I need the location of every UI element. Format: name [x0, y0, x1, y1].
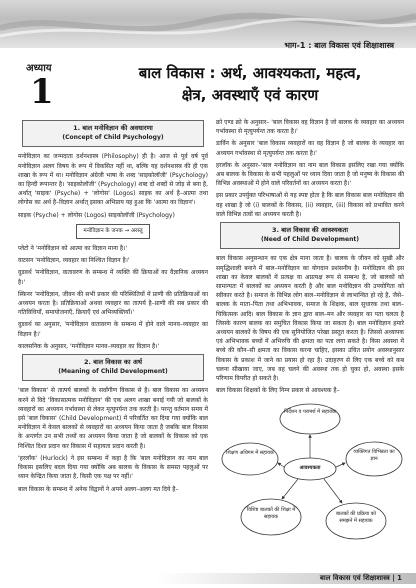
paragraph: 'हरलॉक' (Hurlock) ने इस सम्बन्ध में कहा है कि 'बाल मनोविज्ञान का नाम बाल विकास इसलिए बदल दिया गया क्योंकि अब बालक के विकास के समस्त पहलुओं पर ध्यान केन्द्रित किया जाता है, किसी एक पक्ष पर नहीं।' — [18, 454, 208, 481]
paragraph: बाल विकास शिक्षकों के लिए निम्न प्रकार से आवश्यक है– — [216, 387, 340, 395]
diagram-node: निर्देशन व परामर्श में सहायक — [284, 409, 336, 416]
diagram-node: बालकों की प्रक्रिया को समझने में सहायक — [336, 511, 376, 524]
paragraph: वाटसन 'मनोविज्ञान, व्यवहार का निश्चित विज्ञान है।' — [18, 257, 130, 265]
header-decoration — [0, 8, 416, 44]
arrow-icon: → — [124, 227, 130, 234]
section-title: 1. बाल मनोविज्ञान की अवधारणा — [73, 124, 153, 132]
paragraph: वुडवर्थ का अनुसार, 'मनोविज्ञान वातावरण के सम्बन्ध में होने वाले मानव–व्यवहार का विज्ञान है।' — [18, 321, 208, 338]
diagram-node: व्यक्तिगत विभिन्नता का ज्ञान — [353, 449, 395, 462]
paragraph: डार्विन के अनुसार 'बाल विकास व्यवहारों का वह विज्ञान है जो बालक के व्यवहार का अध्ययन गर्भावस्था से मृत्युपर्यन्त तक करता है।' — [216, 140, 404, 157]
diagram-node: विशिष्ट बालकों की शिक्षा में सहायक — [246, 507, 296, 520]
paragraph: वुडवर्थ 'मनोविज्ञान, वातावरण के सम्बन्ध में व्यक्ति की क्रियाओं का वैज्ञानिक अध्ययन है।' — [18, 269, 208, 286]
section-title: 3. बाल विकास की आवश्यकता — [271, 226, 349, 235]
paragraph: बाल विकास के सम्बन्ध में अनेक विद्वानों ने अपने अलग–अलग मत दिये है– — [18, 485, 179, 493]
psychology-father-box — [18, 224, 208, 239]
diagram-lines — [216, 399, 404, 549]
diagram-center: आवश्यकता — [299, 465, 321, 472]
footer-text: बाल विकास एवं शिक्षाशास्त्र | 1 — [319, 574, 402, 582]
paragraph: बाल विकास अनुसन्धान का एक क्षेत्र माना जाता है। बालक के जीवन को सुखी और समृद्धिशाली बनाने में बाल–मनोविज्ञान का योगदान प्रशंसनीय है। मनोविज्ञान की इस शाखा का केवल बालकों में प्रत्यक्ष या अप्रत्यक्ष रूप से सम्बन्ध है, जो बालकों को सामान्यतः में बालकों का अध्ययन करती है और बाल मनोविज्ञान की उपयोगिता को स्वीकार करते है। समाज के विभिन्न लोग बाल–मनोविज्ञान से लाभान्वित हो रहे है, जैसे–बालक के माता–पिता तथा अभिभावक, समाज के शिक्षक, बाल सुधारक तथा बाल–चिकित्सक आदि। बाल विकास के ज्ञान द्वारा बाल–मन और व्यवहार का पता चलता है जिसके कारण बालक का समुचित विकास किया जा सकता है। बाल मनोविज्ञान हमारे अध्ययन बालकों के विषय की एक सुनियोजित परेखा प्रस्तुत करता है। जिससे अध्यापक एवं अभिभावक बच्चों में अभिरुचि की क्षमता का पता लगा सकते है। किस अवस्था में बच्चे की कौन–सी क्षमता का विकास करना चाहिए, इसका उचित प्रयोग अवस्थानुसार विकास के प्रकाश में जाने का प्रयास हो रहा है। उदाहरण से लिए एक बच्चे को कब चलना सीखाया जाए, जब वह चलने की अवस्था तक हो चुका हो, अवस्था इसके परिणाम विपरीत हो सकते है। — [216, 255, 404, 383]
flow-value: अरस्तू — [130, 227, 143, 234]
paragraph: साइक (Psyche) + लोगोस (Logos) साइकोलॉजी (Psychology) — [18, 211, 175, 219]
section-heading-3 — [220, 222, 400, 249]
chapter-title-line1: बाल विकास : अर्थ, आवश्यकता, महत्व, — [138, 64, 362, 82]
need-diagram — [216, 399, 404, 549]
paragraph: इस प्रकार उपर्युक्त परिभाषाओं से यह स्पष्ट होता है कि बाल विकास बाल मनोविज्ञान की वह शाखा है जो (i) बालकों के विकास, (ii) व्यवहार, (iii) विकास को प्रभावित करने वाले विभिन्न तत्वों का अध्ययन करती है। — [216, 192, 404, 218]
section-subtitle: (Need of Child Development) — [261, 236, 359, 244]
chapter-number: 1 — [30, 72, 54, 112]
paragraph: क्रो एण्ड क्रो के अनुसार– 'बाल विकास वह विज्ञान है जो बालक के व्यवहार का अध्ययन गर्भावस्था से मृत्युपर्यन्त तक करता है।' — [216, 119, 404, 136]
paragraph: स्किनर 'मनोविज्ञान, जीवन की सभी प्रकार की परिस्थितियों में प्राणी की प्रतिक्रियाओं का अध्ययन करता है। प्रतिक्रियाओं अथवा व्यवहार का तात्पर्य है–प्राणी की सब प्रकार की गतिविधियाँ, समायोजनाएँ, क्रियाएँ एवं अभिव्यक्तियाँ।' — [18, 290, 208, 317]
section-heading-1 — [22, 120, 204, 147]
chapter-title-line2: क्षेत्र, अवस्थाएँ एवं कारण — [181, 86, 319, 104]
chapter-title — [100, 62, 400, 106]
diagram-node: शिक्षण अधिगम में सहायक — [226, 450, 274, 457]
section-subtitle: (Concept of Child Psychology) — [62, 134, 164, 142]
paragraph: प्लेटो ने 'मनोविज्ञान को आत्मा का विज्ञान माना है।' — [18, 245, 127, 253]
section-title: 2. बाल विकास का अर्थ — [83, 358, 142, 367]
chapter-marker — [18, 60, 74, 110]
paragraph: 'बाल विकास' से तात्पर्य बालकों के सर्वांगीण विकास से है। बाल विकास का अध्ययन करने से विदे 'विकासात्मक मनोविज्ञान' की एक अलग शाखा बनाई गयी जो बालकों के व्यवहारों का अध्ययन गर्भावस्था से लेकर मृत्युपर्यन्त तक करती है। परन्तु वर्तमान समय में इसे 'बाल विकास' (Child Development) में परिवर्तित कर दिया गया क्योंकि बाल मनोविज्ञान में केवल बालकों से व्यवहारों का अध्ययन किया जाता है जबकि बाल विकास के अन्तर्गत उन सभी तथ्यों का अध्ययन किया जाता है जो बालकों के विकास को एक निश्चित दिशा प्रदान कर विकास में सहायता प्रदान करती है। — [18, 387, 208, 450]
paragraph: हरलॉक के अनुसार–'बाल मनोविज्ञान का नाम बाल विकास इसलिए रखा गया क्योंकि अब बालक के विकास के सभी पहलुओं पर ध्यान दिया जाता है जो मनुष्य के विकास की विभिन्न अवस्थाओं में होने वाले परिवर्तनों का अध्ययन करता है।' — [216, 161, 404, 188]
flow-label: मनोविज्ञान के जनक — [83, 227, 123, 234]
paragraph: कालसनिक के अनुसार, 'मनोविज्ञान मानव–व्यवहार का विज्ञान है।' — [18, 342, 160, 350]
chapter-word: अध्याय — [26, 63, 52, 74]
section-subtitle: (Meaning of Child Development) — [58, 368, 168, 376]
left-column — [18, 118, 208, 497]
right-column — [216, 118, 404, 549]
page-footer — [0, 570, 416, 588]
paragraph: मनोविज्ञान का जन्मदाता दर्शनशास्त्र (Philosophy) ही है। आज से पूर्व वर्ष पूर्व मनोविज्ञान अलग विषय के रूप में विकसित नहीं था, बल्कि यह दर्शनशास्त्र की ही एक शाखा के रूप में था। मनोविज्ञान अंग्रेजी भाषा के शब्द 'साइकोलॉजी' (Psychology) का हिन्दी रूपान्तर है। 'साइकोलॉजी' (Psychology) शब्द दो शब्दों से जोड़ से बना है, अर्थात् 'साइक' (Psyche) + 'लोगोस' (Logos) साइक का अर्थ है–आत्मा तथा लोगोस का अर्थ है–विज्ञान अर्थात् इसका अभिप्राय यह हुआ कि 'आत्मा का विज्ञान'। — [18, 153, 208, 207]
part-label: भाग-1 : बाल विकास एवं शिक्षाशास्त्र — [284, 41, 394, 50]
section-heading-2 — [22, 354, 204, 381]
